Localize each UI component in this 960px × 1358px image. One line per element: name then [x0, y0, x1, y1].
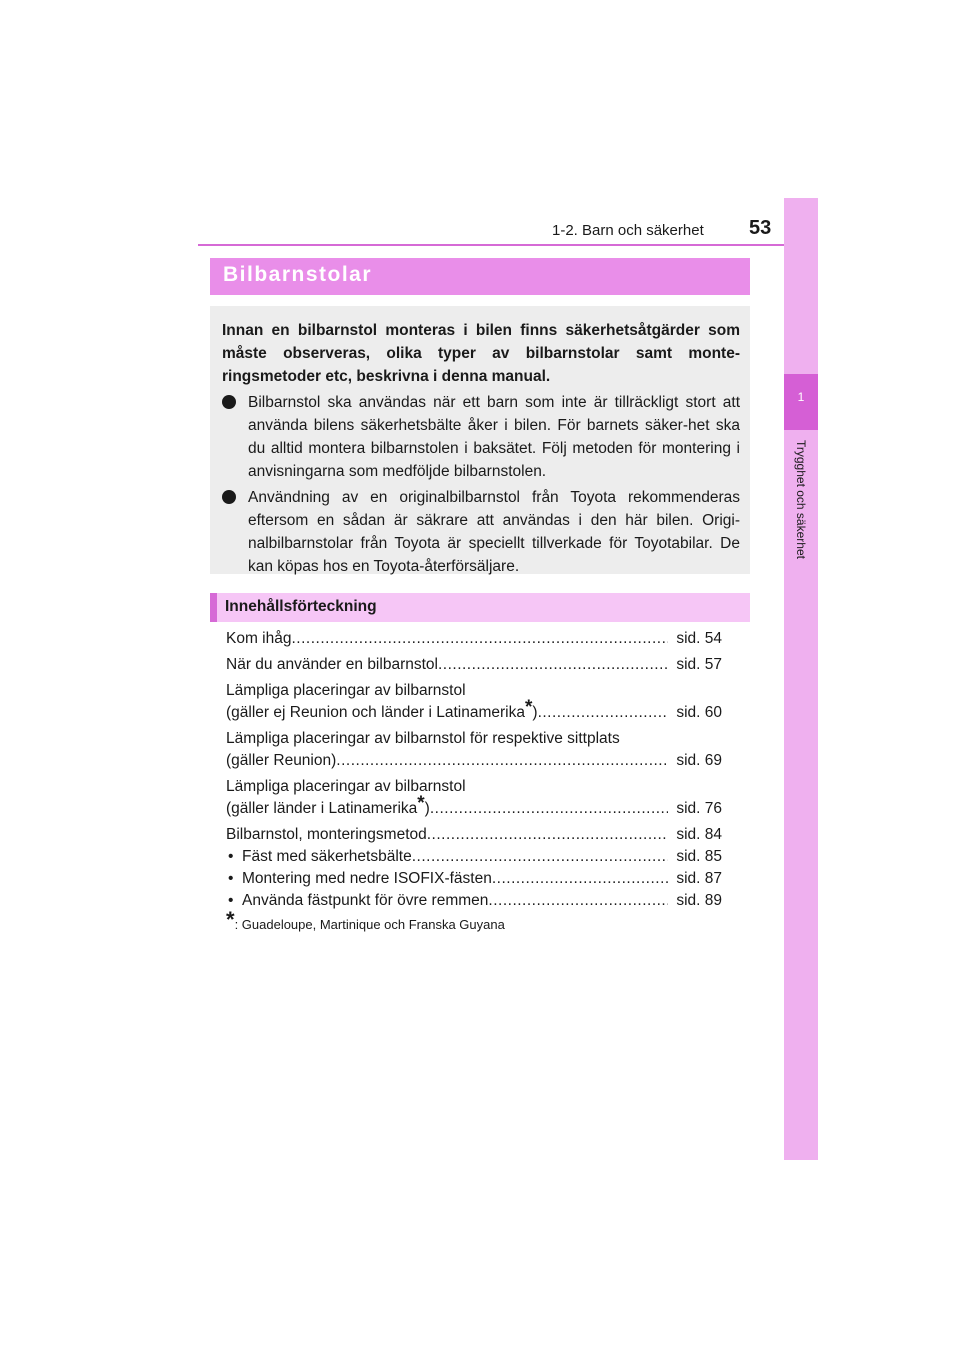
toc-entry[interactable]: Lämpliga placeringar av bilbarnstol (gäller ej Reunion och länder i Latinamerika*) ..... sid. 60 — [226, 680, 722, 724]
intro-lead: Innan en bilbarnstol monteras i bilen finns säkerhetsåtgärder som måste observeras, olika typer av bilbarnstolar samt monte-ringsmetoder etc, beskrivna i denna manual. — [222, 322, 740, 385]
toc-sub-entry-text: Använda fästpunkt för övre remmen — [242, 892, 489, 909]
chapter-number: 1 — [797, 390, 805, 404]
header-divider — [198, 244, 818, 246]
footnote — [226, 907, 505, 932]
toc-entry[interactable] — [226, 628, 722, 650]
toc-entry-text: (gäller Reunion) — [226, 752, 337, 769]
toc-entry-text: Bilbarnstol, monteringsmetod — [226, 826, 427, 843]
toc-sub-entry[interactable] — [226, 868, 722, 890]
asterisk-mark: * — [226, 907, 235, 932]
toc-page-ref[interactable]: sid. 84 — [676, 826, 722, 843]
toc-page-ref[interactable]: sid. 60 — [676, 704, 722, 721]
toc-title: Innehållsförteckning — [210, 593, 750, 622]
toc-entry-text: (gäller ej Reunion och länder i Latinamerika — [226, 704, 525, 721]
chapter-side-tab[interactable] — [784, 198, 818, 1160]
section-title: Bilbarnstolar — [210, 258, 750, 295]
toc-page-ref[interactable]: sid. 76 — [676, 800, 722, 817]
intro-bullet-text: Bilbarnstol ska användas när ett barn som inte är tillräckligt stort att använda bilens säkerhetsbälte åker i bilen. För barnets säker-het ska du alltid montera bilbarnstolen i baksätet. Följ metoden för montering i anvisningarna som medföljde bilbarnstolen. — [248, 394, 740, 480]
bullet-icon: • — [228, 848, 234, 865]
bullet-icon: • — [228, 892, 234, 909]
toc-entry-line1: Lämpliga placeringar av bilbarnstol — [226, 778, 466, 795]
toc-entry[interactable] — [226, 824, 722, 846]
toc-entry[interactable] — [226, 654, 722, 676]
page-number: 53 — [749, 217, 772, 239]
toc-entry[interactable]: Lämpliga placeringar av bilbarnstol (gäller länder i Latinamerika*) ..... sid. 76 — [226, 776, 722, 820]
toc-page-ref[interactable]: sid. 54 — [676, 630, 722, 647]
intro-bullet-text: Användning av en originalbilbarnstol från Toyota rekommenderas eftersom en sådan är säkrare att användas i den här bilen. Origi-nalbilbarnstolar från Toyota är speciellt tillverkade för Toyotabilar. De kan köpas hos en Toyota-återförsäljare. — [248, 489, 740, 575]
toc-sub-entry[interactable] — [226, 890, 722, 912]
toc-page-ref[interactable]: sid. 57 — [676, 656, 722, 673]
toc-page-ref[interactable]: sid. 69 — [676, 752, 722, 769]
intro-bullet — [222, 486, 740, 578]
toc-entry-line1: Lämpliga placeringar av bilbarnstol för respektive sittplats — [226, 730, 620, 747]
chapter-side-label: Trygghet och säkerhet — [794, 440, 808, 559]
toc-sub-entry-text: Fäst med säkerhetsbälte — [242, 848, 412, 865]
toc-entry-text: (gäller länder i Latinamerika — [226, 800, 418, 817]
bullet-icon: • — [228, 870, 234, 887]
intro-box — [210, 306, 750, 574]
bullet-dot-icon — [222, 395, 236, 409]
toc-list — [226, 628, 722, 912]
toc-entry-text: Kom ihåg — [226, 630, 292, 647]
toc-entry-text: När du använder en bilbarnstol — [226, 656, 438, 673]
toc-sub-entry[interactable] — [226, 846, 722, 868]
footnote-text: : Guadeloupe, Martinique och Franska Guyana — [234, 917, 505, 932]
bullet-dot-icon — [222, 490, 236, 504]
toc-page-ref[interactable]: sid. 87 — [676, 870, 722, 887]
asterisk-mark: * — [417, 793, 425, 814]
asterisk-mark: * — [524, 697, 533, 718]
intro-bullet — [222, 391, 740, 483]
toc-page-ref[interactable]: sid. 89 — [676, 892, 722, 909]
toc-entry[interactable] — [226, 728, 722, 772]
chapter-title: 1-2. Barn och säkerhet — [552, 222, 704, 239]
toc-page-ref[interactable]: sid. 85 — [676, 848, 722, 865]
toc-entry-line1: Lämpliga placeringar av bilbarnstol — [226, 682, 466, 699]
toc-sub-entry-text: Montering med nedre ISOFIX-fästen — [242, 870, 492, 887]
